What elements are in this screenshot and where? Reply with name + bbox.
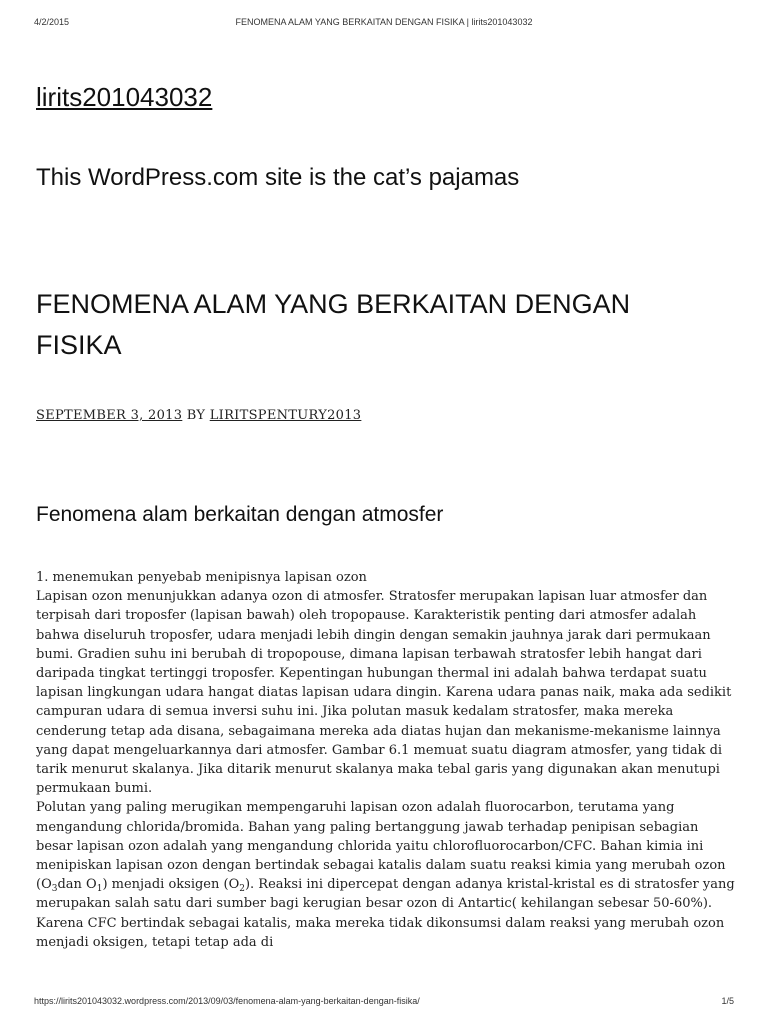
paragraph-2 xyxy=(36,798,736,952)
section-heading: Fenomena alam berkaitan dengan atmosfer xyxy=(36,503,444,526)
subscript-3: 3 xyxy=(51,884,58,895)
by-label: BY xyxy=(186,408,206,423)
site-title-link[interactable]: lirits201043032 xyxy=(36,82,213,112)
post-date-link[interactable]: SEPTEMBER 3, 2013 xyxy=(36,408,183,423)
post-author-link[interactable]: LIRITSPENTURY2013 xyxy=(209,408,362,423)
post-content xyxy=(36,568,736,952)
subscript-1: 1 xyxy=(96,884,103,895)
print-header xyxy=(34,17,734,31)
print-date: 4/2/2015 xyxy=(34,17,70,27)
page-number: 1/5 xyxy=(721,996,734,1006)
site-description: This WordPress.com site is the cat’s pajamas xyxy=(36,164,520,191)
paragraph-2-part-d: ). Reaksi ini dipercepat dengan adanya kristal-kristal es di stratosfer yang merupakan salah satu dari sumber bagi kerugian besar ozon di Antartic( kehilangan sebesar 50-60%). Karena CFC bertindak sebagai katalis, maka mereka tidak dikonsumsi dalam reaksi yang merubah ozon menjadi oksigen, tetapi tetap ada di xyxy=(36,877,735,950)
paragraph-2-part-a: Polutan yang paling merugikan mempengaruhi lapisan ozon adalah fluorocarbon, terutama yang mengandung chlorida/bromida. Bahan yang paling bertanggung jawab terhadap penipisan sebagian besar lapisan ozon adalah yang mengandung chlorida yaitu chlorofluorocarbon/CFC. Bahan kimia ini menipiskan lapisan ozon dengan bertindak sebagai katalis dalam suatu reaksi kimia yang merubah ozon (O xyxy=(36,800,726,893)
paragraph-1: Lapisan ozon menunjukkan adanya ozon di atmosfer. Stratosfer merupakan lapisan luar atmosfer dan terpisah dari troposfer (lapisan bawah) oleh tropopause. Karakteristik penting dari atmosfer adalah bahwa diseluruh troposfer, udara menjadi lebih dingin dengan semakin jauhnya jarak dari permukaan bumi. Gradien suhu ini berubah di tropopouse, dimana lapisan terbawah stratosfer lebih hangat dari daripada tingkat tertinggi troposfer. Kepentingan hubungan thermal ini adalah bahwa terdapat suatu lapisan lingkungan udara hangat diatas lapisan udara dingin. Karena udara panas naik, maka ada sedikit campuran udara di semua inversi suhu ini. Jika polutan masuk kedalam stratosfer, maka mereka cenderung tetap ada disana, sebagaimana mereka ada diatas hujan dan mekanisme-mekanisme lainnya yang dapat mengeluarkannya dari atmosfer. Gambar 6.1 memuat suatu diagram atmosfer, yang tidak di tarik menurut skalanya. Jika ditarik menurut skalanya maka tebal garis yang digunakan akan menutupi permukaan bumi. xyxy=(36,589,732,797)
subscript-2: 2 xyxy=(239,884,245,895)
print-footer xyxy=(34,996,734,1010)
paragraph-2-part-c: ) menjadi oksigen (O xyxy=(102,877,240,893)
post-title: FENOMENA ALAM YANG BERKAITAN DENGAN FISIKA xyxy=(36,289,631,360)
post-meta xyxy=(36,408,361,423)
paragraph-2-part-b: dan O xyxy=(57,877,97,893)
site-title xyxy=(36,82,212,113)
print-page-title: FENOMENA ALAM YANG BERKAITAN DENGAN FISIKA | lirits201043032 xyxy=(235,17,533,27)
list-item: 1. menemukan penyebab menipisnya lapisan ozon xyxy=(36,570,367,585)
print-url: https://lirits201043032.wordpress.com/2013/09/03/fenomena-alam-yang-berkaitan-dengan-fisika/ xyxy=(34,996,420,1006)
